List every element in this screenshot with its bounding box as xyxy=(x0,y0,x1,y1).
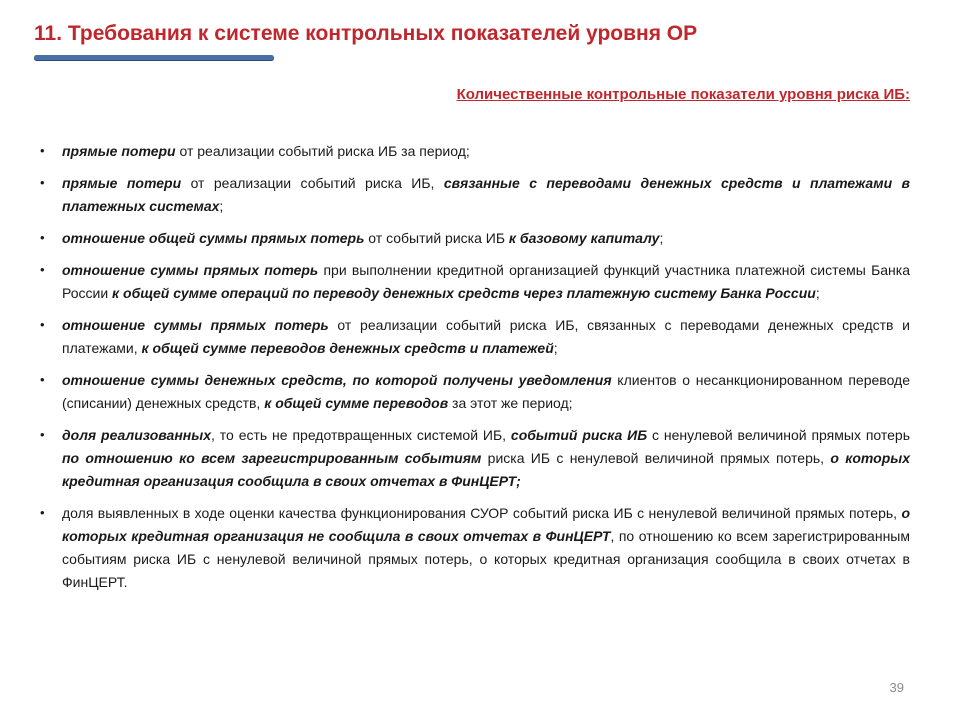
bullet-dot-icon: • xyxy=(40,230,45,245)
emphasized-text: прямые потери xyxy=(62,143,176,159)
list-item xyxy=(40,424,910,493)
bullet-dot-icon: • xyxy=(40,175,45,190)
emphasized-text: отношение общей суммы прямых потерь xyxy=(62,230,365,246)
list-item-text xyxy=(62,369,910,415)
list-item-text xyxy=(62,172,910,218)
list-item-text xyxy=(62,502,910,594)
indicator-list xyxy=(40,140,910,603)
plain-text: ; xyxy=(553,340,558,356)
bullet-dot-icon: • xyxy=(40,262,45,277)
bullet-dot-icon: • xyxy=(40,427,45,442)
emphasized-text: доля реализованных xyxy=(62,427,211,443)
emphasized-text: отношение суммы прямых потерь xyxy=(62,262,319,278)
emphasized-text: о которых кредитная организация сообщила в своих отчетах в ФинЦЕРТ; xyxy=(62,450,911,489)
slide-title: 11. Требования к системе контрольных показателей уровня ОР xyxy=(34,22,698,45)
list-item xyxy=(40,140,910,163)
bullet-dot-icon: • xyxy=(40,317,45,332)
plain-text: от реализации событий риска ИБ, связанных с переводами денежных средств и платежами, xyxy=(62,317,911,356)
list-item xyxy=(40,314,910,360)
list-item xyxy=(40,502,910,594)
plain-text: , то есть не предотвращенных системой ИБ, xyxy=(211,427,511,443)
plain-text: доля выявленных в ходе оценки качества функционирования СУОР событий риска ИБ с ненулевой величиной прямых потерь, xyxy=(62,505,902,521)
plain-text: ; xyxy=(659,230,664,246)
list-item-text xyxy=(62,140,910,163)
list-item xyxy=(40,369,910,415)
plain-text: ; xyxy=(219,198,224,214)
plain-text: клиентов о несанкционированном переводе (списании) денежных средств, xyxy=(62,372,910,411)
emphasized-text: отношение суммы прямых потерь xyxy=(62,317,329,333)
plain-text: при выполнении кредитной организацией функций участника платежной системы Банка России xyxy=(62,262,910,301)
list-item xyxy=(40,259,910,305)
list-item xyxy=(40,227,910,250)
list-item xyxy=(40,172,910,218)
bullet-dot-icon: • xyxy=(40,505,45,520)
emphasized-text: к общей сумме переводов xyxy=(264,395,449,411)
list-item-text xyxy=(62,314,910,360)
emphasized-text: связанные с переводами денежных средств и платежами в платежных системах xyxy=(62,175,911,214)
plain-text: за этот же период; xyxy=(448,395,573,411)
emphasized-text: отношение суммы денежных средств, по которой получены уведомления xyxy=(62,372,612,388)
emphasized-text: событий риска ИБ xyxy=(510,427,648,443)
plain-text: риска ИБ с ненулевой величиной прямых потерь, xyxy=(481,450,831,466)
bullet-dot-icon: • xyxy=(40,372,45,387)
list-item-text xyxy=(62,424,910,493)
list-item-text xyxy=(62,259,910,305)
emphasized-text: к базовому капиталу xyxy=(508,230,660,246)
plain-text: от реализации событий риска ИБ, xyxy=(181,175,444,191)
emphasized-text: по отношению ко всем зарегистрированным событиям xyxy=(62,450,482,466)
plain-text: , по отношению ко всем зарегистрированным событиям риска ИБ с ненулевой величиной прямых потерь, о которых кредитная организация сообщила в своих отчетах в ФинЦЕРТ. xyxy=(62,528,910,590)
plain-text: ; xyxy=(815,285,820,301)
page-number: 39 xyxy=(889,680,904,695)
plain-text: от событий риска ИБ xyxy=(364,230,509,246)
emphasized-text: к общей сумме переводов денежных средств и платежей xyxy=(141,340,554,356)
title-underline-bar xyxy=(34,55,274,60)
plain-text: от реализации событий риска ИБ за период; xyxy=(175,143,470,159)
plain-text: с ненулевой величиной прямых потерь xyxy=(647,427,911,443)
bullet-dot-icon: • xyxy=(40,143,45,158)
section-subtitle: Количественные контрольные показатели уровня риска ИБ: xyxy=(456,86,910,103)
emphasized-text: к общей сумме операций по переводу денежных средств через платежную систему Банка России xyxy=(112,285,816,301)
emphasized-text: о которых кредитная организация не сообщила в своих отчетах в ФинЦЕРТ xyxy=(62,505,910,544)
emphasized-text: прямые потери xyxy=(62,175,182,191)
list-item-text xyxy=(62,227,910,250)
